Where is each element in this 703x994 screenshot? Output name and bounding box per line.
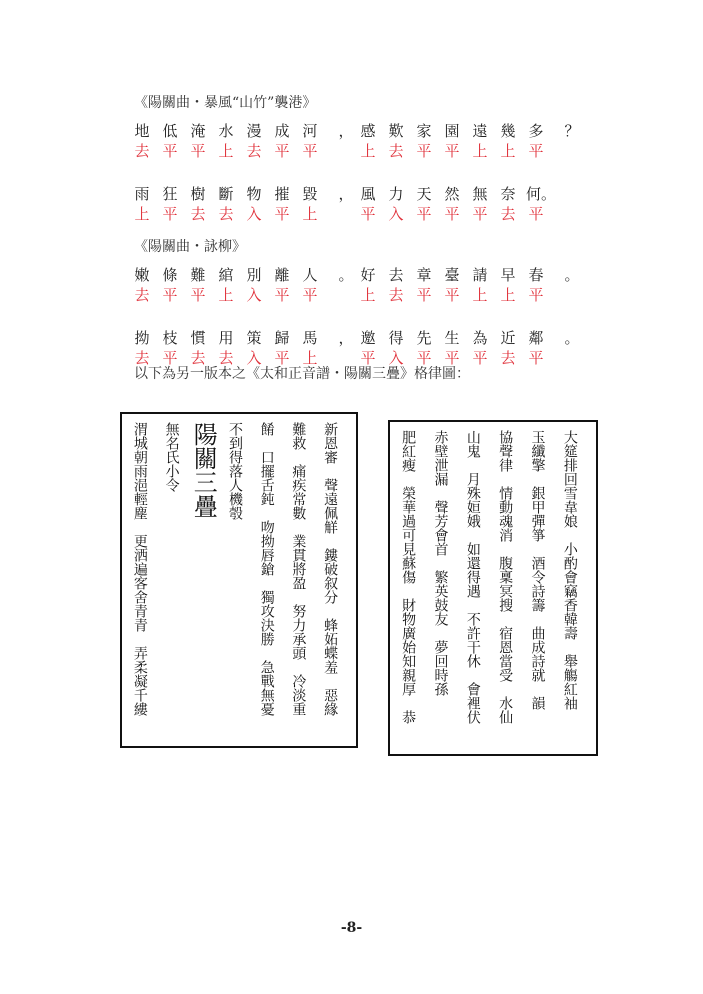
tone-mark: 平 [416,142,432,160]
verse-char: 歎 [388,122,404,140]
verse-char: 水 [218,122,234,140]
tone-mark: 入 [388,205,404,223]
verse-char: 人 [302,266,318,284]
tone-mark: 去 [134,349,150,367]
tone-mark: 平 [528,142,544,160]
verse-char: ？ [564,122,580,140]
page-number: -8- [340,920,363,936]
tone-mark: 去 [388,142,404,160]
tone-mark: 入 [246,349,262,367]
tone-mark: 平 [444,286,460,304]
verse-char: 別 [246,266,262,284]
verse-char: 物 [246,185,262,203]
scan-image-left [118,410,360,750]
tone-mark: 去 [190,205,206,223]
scan-column: 赤壁泄漏 聲芳會首 繁英鼓友 夢回時孫 [432,430,449,696]
verse-char: 遠 [472,122,488,140]
tone-mark: 平 [162,205,178,223]
tone-mark: 平 [190,286,206,304]
tone-mark: 平 [302,286,318,304]
scan-column: 肥紅瘦 榮華過可見蘇傷 財物廣始知親厚 恭 [400,430,417,724]
verse-char: 難 [190,266,206,284]
tone-mark: 平 [444,349,460,367]
verse-char: 家 [416,122,432,140]
tone-mark: 上 [472,142,488,160]
tone-mark: 平 [416,349,432,367]
scan-column: 新恩審 聲遠佩觧 鏤破叙分 蜂妬蝶羞 惡緣 [322,422,339,716]
tone-mark: 平 [360,349,376,367]
verse-char: 邀 [360,329,376,347]
tone-mark: 上 [360,142,376,160]
tone-mark: 平 [416,205,432,223]
verse-char: 感 [360,122,376,140]
verse-char: 章 [416,266,432,284]
verse-char: 低 [162,122,178,140]
tone-mark: 上 [134,205,150,223]
verse-char: 河 [302,122,318,140]
verse-char: 早 [500,266,516,284]
tone-mark: 平 [528,349,544,367]
verse-char: 春 [528,266,544,284]
scan-column: 陽關三疊 [189,422,218,518]
tone-mark: 平 [528,286,544,304]
verse-char: 地 [134,122,150,140]
tone-mark: 上 [360,286,376,304]
verse-char: 臺 [444,266,460,284]
verse-char: 近 [500,329,516,347]
verse-char: 天 [416,185,432,203]
verse-char: 園 [444,122,460,140]
verse-char: 慣 [190,329,206,347]
tone-mark: 平 [162,349,178,367]
verse-char: 離 [274,266,290,284]
section-title-2: 《陽關曲・詠柳》 [134,239,246,255]
tone-mark: 平 [274,286,290,304]
scan-image-right [386,418,600,758]
section-title-1: 《陽關曲・暴風“山竹”襲港》 [134,95,317,111]
verse-char: 雨 [134,185,150,203]
verse-char: ， [338,185,354,203]
intro-text: 以下為另一版本之《太和正音譜・陽關三疊》格律圖： [134,366,470,382]
verse-char: 生 [444,329,460,347]
tone-mark: 上 [218,286,234,304]
verse-char: 何。 [526,185,557,203]
tone-mark: 入 [246,205,262,223]
scan-column: 無名氏小令 [163,422,180,492]
tone-mark: 平 [190,142,206,160]
tone-mark: 平 [274,349,290,367]
tone-mark: 平 [162,286,178,304]
verse-char: 歸 [274,329,290,347]
verse-char: 條 [162,266,178,284]
scan-column: 渭城朝雨浥輕塵 更洒遍客舍青青 弄柔凝千縷 [131,422,148,716]
verse-char: 去 [388,266,404,284]
tone-mark: 去 [500,349,516,367]
verse-char: 奈 [500,185,516,203]
tone-mark: 平 [302,142,318,160]
verse-char: 毀 [302,185,318,203]
tone-mark: 平 [472,349,488,367]
scan-column: 難救 痛疾常數 業貫將盈 努力承頭 冷淡重 [290,422,307,716]
verse-char: 。 [338,266,354,284]
tone-mark: 平 [416,286,432,304]
verse-char: 綰 [218,266,234,284]
verse-char: 狂 [162,185,178,203]
tone-mark: 上 [500,286,516,304]
tone-mark: 平 [444,205,460,223]
tone-mark: 去 [218,349,234,367]
tone-mark: 上 [472,286,488,304]
verse-char: 用 [218,329,234,347]
tone-mark: 平 [528,205,544,223]
verse-char: 力 [388,185,404,203]
tone-mark: 去 [218,205,234,223]
verse-char: 幾 [500,122,516,140]
scan-column: 餚 口擺舌鈍 吻拗唇鎗 獨攻決勝 急戰無憂 [258,422,275,716]
tone-mark: 平 [444,142,460,160]
tone-mark: 去 [246,142,262,160]
scan-column: 不到得落人機彀 [227,422,243,520]
tone-mark: 平 [274,205,290,223]
tone-mark: 平 [274,142,290,160]
verse-char: 枝 [162,329,178,347]
verse-char: 請 [472,266,488,284]
tone-mark: 平 [360,205,376,223]
verse-char: 好 [360,266,376,284]
verse-char: 嫩 [134,266,150,284]
tone-mark: 去 [388,286,404,304]
tone-mark: 去 [134,286,150,304]
scan-column: 大筵排回雪韋娘 小酌會竊香韓壽 舉觴紅袖 [561,430,578,710]
verse-char: 得 [388,329,404,347]
verse-char: 策 [246,329,262,347]
tone-mark: 平 [162,142,178,160]
verse-char: 樹 [190,185,206,203]
verse-char: 鄰 [528,329,544,347]
scan-column: 山鬼 月殊姮娥 如還得遇 不許干休 會裡伏 [464,430,481,724]
verse-char: 淹 [190,122,206,140]
tone-mark: 去 [134,142,150,160]
verse-char: 無 [472,185,488,203]
tone-mark: 上 [302,349,318,367]
tone-mark: 去 [190,349,206,367]
verse-char: 。 [564,329,580,347]
verse-char: 成 [274,122,290,140]
tone-mark: 上 [500,142,516,160]
verse-char: 拗 [134,329,150,347]
tone-mark: 上 [302,205,318,223]
scan-column: 玉纖擎 銀甲彈箏 酒令詩籌 曲成詩就 韻 [529,430,546,710]
tone-mark: 入 [388,349,404,367]
verse-char: ， [338,122,354,140]
verse-char: ， [338,329,354,347]
verse-char: 然 [444,185,460,203]
verse-char: 為 [472,329,488,347]
verse-char: 風 [360,185,376,203]
verse-char: 斷 [218,185,234,203]
verse-char: 馬 [302,329,318,347]
tone-mark: 上 [218,142,234,160]
verse-char: 先 [416,329,432,347]
verse-char: 。 [564,266,580,284]
tone-mark: 入 [246,286,262,304]
verse-char: 漫 [246,122,262,140]
verse-char: 摧 [274,185,290,203]
tone-mark: 去 [500,205,516,223]
scan-column: 協聲律 情動魂消 腹稟冥搜 宿恩當受 水仙 [497,430,514,724]
verse-char: 多 [528,122,544,140]
tone-mark: 平 [472,205,488,223]
